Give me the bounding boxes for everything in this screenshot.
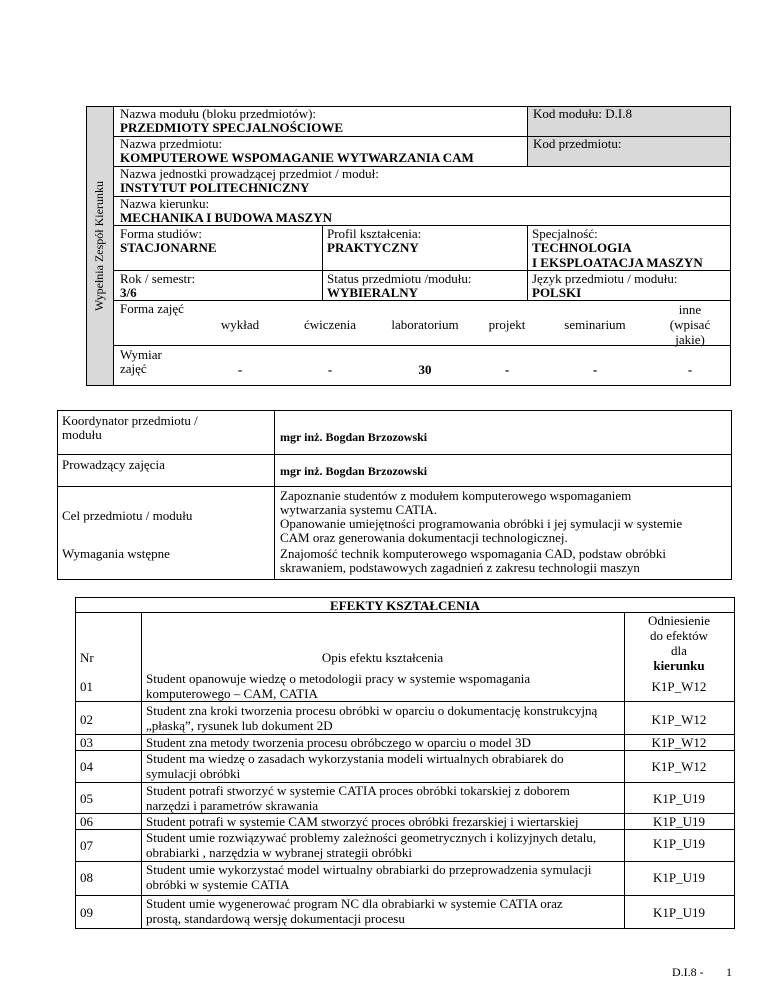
coordinator: mgr inż. Bogdan Brzozowski <box>280 430 428 444</box>
specialty-line-1: TECHNOLOGIA <box>532 240 632 255</box>
hours-lecture: - <box>237 362 243 377</box>
hours-project: - <box>504 362 510 377</box>
effect-ref: K1P_U19 <box>652 814 705 829</box>
col-ref-header <box>624 613 734 673</box>
language: POLSKI <box>532 285 582 300</box>
goal-line-1: Zapoznanie studentów z modułem komputerowego wspomaganiem <box>280 488 632 503</box>
hours-laboratory: 30 <box>418 362 432 377</box>
class-type-exercises: ćwiczenia <box>304 317 356 332</box>
other-line-1: inne <box>678 302 702 317</box>
effect-ref: K1P_W12 <box>651 759 707 774</box>
effect-desc-line-2: prostą, standardową wersję dokumentacji procesu <box>146 911 405 926</box>
effect-desc-line-1: Student zna kroki tworzenia procesu obróbki w oparciu o dokumentację konstrukcyjną <box>146 703 598 718</box>
goal-line-4: CAM oraz generowania dokumentacji technologicznej. <box>280 530 568 545</box>
hours-label-2: zajęć <box>120 361 147 376</box>
unit: INSTYTUT POLITECHNICZNY <box>120 180 310 195</box>
col-ref-line-4: kierunku <box>653 658 705 673</box>
profile: PRAKTYCZNY <box>327 240 419 255</box>
year-label: Rok / semestr: <box>120 271 196 286</box>
field: MECHANIKA I BUDOWA MASZYN <box>120 210 332 225</box>
effect-nr: 05 <box>80 791 93 806</box>
col-ref-line-2: do efektów <box>649 628 709 643</box>
subject-code: Kod przedmiotu: <box>533 136 622 151</box>
effects-title: EFEKTY KSZTAŁCENIA <box>330 598 480 613</box>
hours-seminar: - <box>592 362 598 377</box>
status-label: Status przedmiotu /modułu: <box>327 271 472 286</box>
effect-desc-line-1: Student potrafi w systemie CAM stworzyć proces obróbki frezarskiej i wiertarskiej <box>146 814 579 829</box>
effect-desc-line-1: Student umie rozwiązywać problemy zależności geometrycznych i kolizyjnych detalu, <box>146 830 597 845</box>
effect-desc-line-1: Student ma wiedzę o zasadach wykorzystania modeli wirtualnych obrabiarek do <box>146 751 564 766</box>
requirements-line-1: Znajomość technik komputerowego wspomagania CAD, podstaw obróbki <box>280 546 666 561</box>
effect-nr: 01 <box>80 679 93 694</box>
profile-label: Profil kształcenia: <box>327 226 422 241</box>
effect-desc-line-2: symulacji obróbki <box>146 766 241 781</box>
footer-code: D.I.8 - <box>672 965 704 979</box>
effect-nr: 06 <box>80 814 93 829</box>
module-name-label: Nazwa modułu (bloku przedmiotów): <box>120 106 317 121</box>
class-type-other <box>655 302 725 347</box>
effect-ref: K1P_W12 <box>651 712 707 727</box>
coordinator-label-2: modułu <box>62 427 102 442</box>
goal-label: Cel przedmiotu / modułu <box>62 508 193 523</box>
effect-ref: K1P_U19 <box>652 905 705 920</box>
effect-desc-line-2: obrabiarki , narzędzia w wybranej strategii obróbki <box>146 845 413 860</box>
effect-ref: K1P_U19 <box>652 791 705 806</box>
class-type-seminar: seminarium <box>564 317 626 332</box>
col-ref-line-1: Odniesienie <box>647 613 711 628</box>
effect-desc-line-1: Student zna metody tworzenia procesu obróbczego w oparciu o model 3D <box>146 735 531 750</box>
hours-label-1: Wymiar <box>120 347 162 362</box>
class-type-laboratory: laboratorium <box>391 317 459 332</box>
goal-line-3: Opanowanie umiejętności programowania obróbki i jej symulacji w systemie <box>280 516 683 531</box>
effect-nr: 09 <box>80 905 93 920</box>
status: WYBIERALNY <box>327 285 419 300</box>
other-line-3: jakie) <box>675 332 705 347</box>
effect-desc-line-2: komputerowego – CAM, CATIA <box>146 686 318 701</box>
effect-desc-line-2: obróbki w systemie CATIA <box>146 877 290 892</box>
class-type-lecture: wykład <box>220 317 260 332</box>
language-label: Język przedmiotu / modułu: <box>532 271 678 286</box>
module-name: PRZEDMIOTY SPECJALNOŚCIOWE <box>120 120 344 135</box>
effect-desc-line-1: Student opanowuje wiedzę o metodologii pracy w systemie wspomagania <box>146 671 531 686</box>
effect-desc-line-1: Student umie wykorzystać model wirtualny obrabiarki do przeprowadzenia symulacji <box>146 862 592 877</box>
effect-ref: K1P_U19 <box>652 870 705 885</box>
module-code: Kod modułu: D.I.8 <box>533 106 632 121</box>
class-type-project: projekt <box>488 317 526 332</box>
classes-form-label: Forma zajęć <box>120 301 184 316</box>
teacher: mgr inż. Bogdan Brzozowski <box>280 464 428 478</box>
hours-other: - <box>687 362 693 377</box>
col-desc-header: Opis efektu kształcenia <box>321 650 444 665</box>
effect-desc-line-1: Student umie wygenerować program NC dla obrabiarki w systemie CATIA oraz <box>146 896 563 911</box>
subject-name: KOMPUTEROWE WSPOMAGANIE WYTWARZANIA CAM <box>120 150 474 165</box>
effect-nr: 07 <box>80 838 93 853</box>
subject-name-label: Nazwa przedmiotu: <box>120 136 223 151</box>
effect-desc-line-2: „płaską”, rysunek lub dokument 2D <box>146 718 333 733</box>
page-number: 1 <box>726 965 732 979</box>
field-label: Nazwa kierunku: <box>120 196 210 211</box>
year: 3/6 <box>120 285 137 300</box>
coordinator-label-1: Koordynator przedmiotu / <box>62 413 198 428</box>
unit-label: Nazwa jednostki prowadzącej przedmiot / moduł: <box>120 166 379 181</box>
side-label: Wypełnia Zespół Kierunku <box>92 181 106 311</box>
col-nr-header: Nr <box>80 650 94 665</box>
study-form: STACJONARNE <box>120 240 217 255</box>
effect-ref: K1P_U19 <box>652 836 705 851</box>
requirements-label: Wymagania wstępne <box>62 546 170 561</box>
other-line-2: (wpisać <box>669 317 711 332</box>
effect-desc-line-1: Student potrafi stworzyć w systemie CATIA proces obróbki tokarskiej z doborem <box>146 783 570 798</box>
specialty-line-2: I EKSPLOATACJA MASZYN <box>532 255 703 270</box>
requirements-line-2: skrawaniem, podstawowych zagadnień z zakresu technologii maszyn <box>280 560 640 575</box>
effect-ref: K1P_W12 <box>651 735 707 750</box>
specialty-label: Specjalność: <box>532 226 598 241</box>
teacher-label: Prowadzący zajęcia <box>62 457 165 472</box>
effect-desc-line-2: narzędzi i parametrów skrawania <box>146 798 319 813</box>
effect-nr: 03 <box>80 735 93 750</box>
hours-exercises: - <box>327 362 333 377</box>
effect-nr: 04 <box>80 759 93 774</box>
effect-nr: 02 <box>80 712 93 727</box>
goal-line-2: wytwarzania systemu CATIA. <box>280 502 438 517</box>
effect-nr: 08 <box>80 870 93 885</box>
col-ref-line-3: dla <box>671 643 687 658</box>
effect-ref: K1P_W12 <box>651 679 707 694</box>
study-form-label: Forma studiów: <box>120 226 202 241</box>
